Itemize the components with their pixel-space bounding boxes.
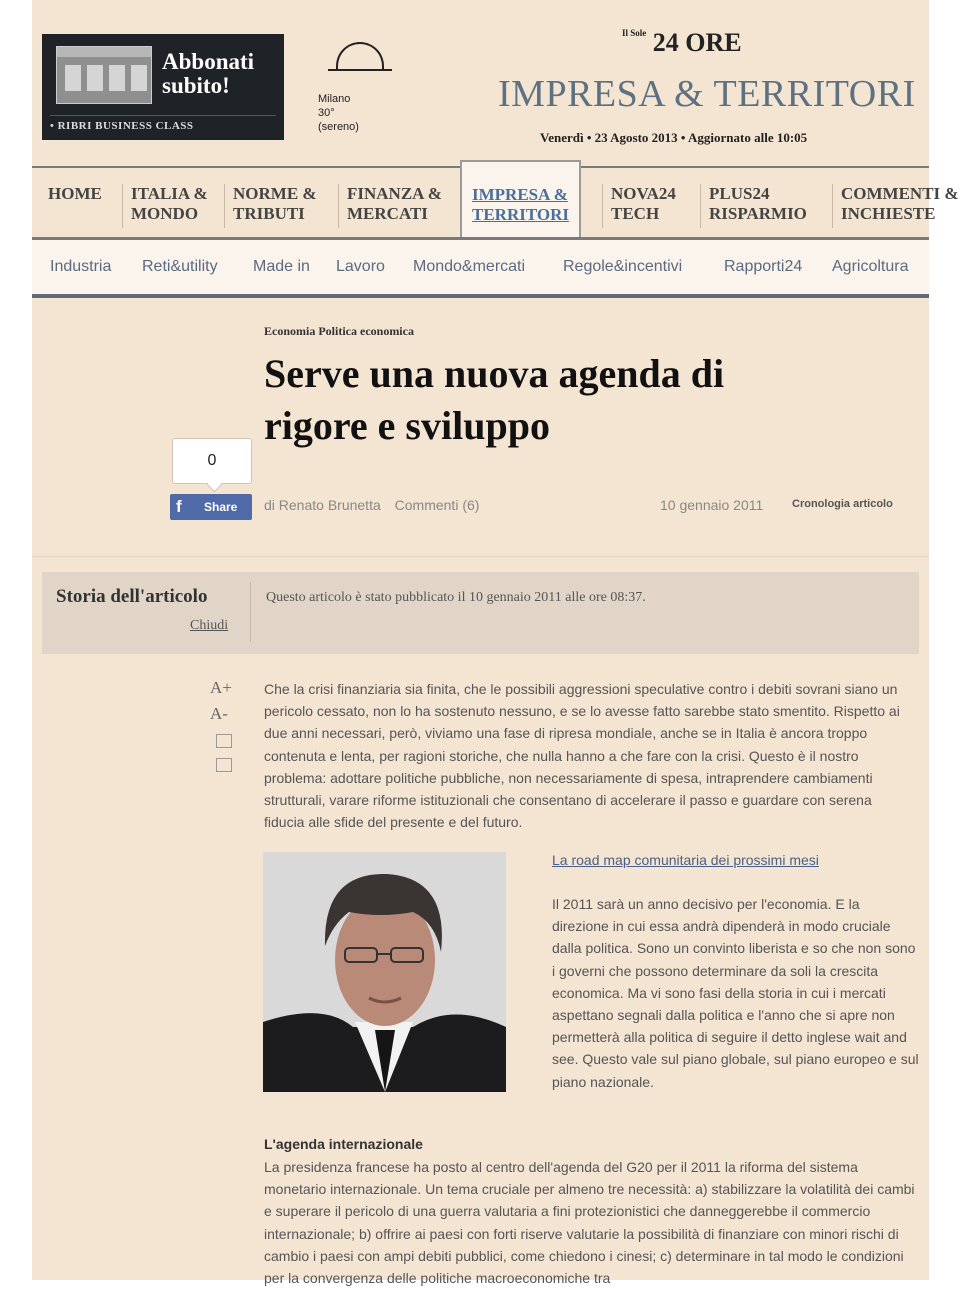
subnav-regole-incentivi[interactable]: Regole&incentivi (563, 258, 683, 275)
subnav-mondo-mercati[interactable]: Mondo&mercati (413, 258, 526, 275)
subnav-made-in[interactable]: Made in (253, 258, 310, 275)
promo-title: Abbonati subito! (162, 49, 255, 98)
author[interactable]: di Renato Brunetta (264, 497, 381, 513)
sunny-weather-icon (336, 42, 384, 70)
article-paragraph: Che la crisi finanziaria sia finita, che le possibili aggressioni speculative contro i debiti sovrani siano un pericolo cessato, non lo ha sostenuto nessuno, e se lo avesse fatto sarebbe stato smentito. Rispetto ai due anni necessari, però, viviamo una fase di ripresa mondiale, anche se in Italia è ancora troppo contenuta e lenta, per ragioni storiche, che nulla hanno a che fare con la crisi. Questo è il nostro problema: adottare politiche pubbliche, non necessariamente di spesa, intraprendere cambiamenti strutturali, varare riforme istituzionali che consentano di accelerare il passo e guardare con serena fiducia alle sfide del presente e del futuro. (264, 681, 900, 831)
article-subheading: L'agenda internazionale (264, 1136, 423, 1152)
history-label: Storia dell'articolo (56, 586, 208, 607)
nav-home[interactable]: HOME (48, 184, 102, 203)
subnav-reti-utility[interactable]: Reti&utility (142, 258, 218, 275)
subnav-agricoltura[interactable]: Agricoltura (832, 258, 909, 275)
comments-link[interactable]: Commenti (6) (394, 497, 480, 513)
font-increase-icon[interactable]: A+ (210, 678, 232, 697)
font-decrease-icon[interactable]: A- (210, 704, 228, 723)
page (32, 0, 959, 1287)
nav-norme-tributi[interactable]: NORME & TRIBUTI (224, 184, 317, 228)
facebook-share-button[interactable]: f Share (170, 494, 252, 520)
share-count: 0 (172, 438, 252, 484)
weather-widget[interactable] (318, 38, 398, 148)
article-history-box (42, 572, 919, 654)
nav-plus24-risparmio[interactable]: PLUS24 RISPARMIO (700, 184, 807, 228)
subnav-industria[interactable]: Industria (50, 258, 112, 275)
facebook-icon: f (176, 497, 182, 516)
site-logo[interactable]: $^{Il Sole}$ 24 ORE (622, 28, 742, 57)
byline (264, 497, 479, 513)
nav-italia-mondo[interactable]: ITALIA & MONDO (122, 184, 208, 228)
article-date: 10 gennaio 2011 (660, 497, 764, 513)
article-kicker[interactable]: Economia Politica economica (264, 324, 414, 338)
article-headline: Serve una nuova agenda di rigore e sviluppo (264, 351, 725, 448)
related-article-link[interactable]: La road map comunitaria dei prossimi mesi (552, 852, 819, 868)
weather-info: Milano 30° (sereno) (318, 93, 359, 133)
nav-nova24-tech[interactable]: NOVA24 TECH (602, 184, 676, 228)
article-paragraph: La presidenza francese ha posto al centro dell'agenda del G20 per il 2011 la riforma del sistema monetario internazionale. Un tema cruciale per almeno tre necessità: a) stabilizzare la volatilità dei cambi e superare il pericolo di una guerra valutaria a fini protezionistici che danneggerebbe il commercio internazionale; b) offrire ai paesi con forti riserve valutarie la possibilità di finanziare con minori rischi di cambio i paesi con ampi debiti pubblici, come chiedono i cinesi; c) determinare in tal modo le condizioni per la convergenza delle politiche macroeconomiche tra (264, 1159, 915, 1287)
cronologia-link[interactable]: Cronologia articolo (792, 498, 893, 510)
history-close-link[interactable]: Chiudi (190, 618, 229, 633)
history-text: Questo articolo è stato pubblicato il 10 gennaio 2011 alle ore 08:37. (266, 590, 646, 605)
email-icon[interactable] (216, 758, 232, 772)
nav-finanza-mercati[interactable]: FINANZA & MERCATI (338, 184, 442, 228)
author-photo (263, 852, 506, 1092)
subscribe-promo[interactable] (42, 34, 284, 140)
subnav-lavoro[interactable]: Lavoro (336, 258, 385, 275)
promo-footer: • RIBRI BUSINESS CLASS (50, 115, 276, 132)
section-title[interactable]: IMPRESA & TERRITORI (498, 73, 916, 115)
divider (32, 556, 929, 557)
main-navigation (32, 166, 959, 240)
subnav-rapporti24[interactable]: Rapporti24 (724, 258, 803, 275)
promo-newspaper-image (56, 46, 152, 104)
dateline: Venerdì • 23 Agosto 2013 • Aggiornato alle 10:05 (540, 130, 808, 145)
article-paragraph: Il 2011 sarà un anno decisivo per l'economia. E la direzione in cui essa andrà dipenderà in modo cruciale dalla politica. Sono un convinto liberista e so che non sono i governi che possono determinare da soli la crescita economica. Ma vi sono fasi della storia in cui i mercati aspettano segnali dalla politica e l'anno che si apre non permetterà alla politica di seguire il detto inglese wait and see. Questo vale sul piano globale, sul piano europeo e sul piano nazionale. (552, 896, 919, 1090)
print-icon[interactable] (216, 734, 232, 748)
nav-commenti-inchieste[interactable]: COMMENTI & INCHIESTE (832, 184, 959, 228)
sub-navigation (32, 240, 929, 298)
nav-impresa-territori[interactable]: IMPRESA & TERRITORI (460, 160, 581, 237)
